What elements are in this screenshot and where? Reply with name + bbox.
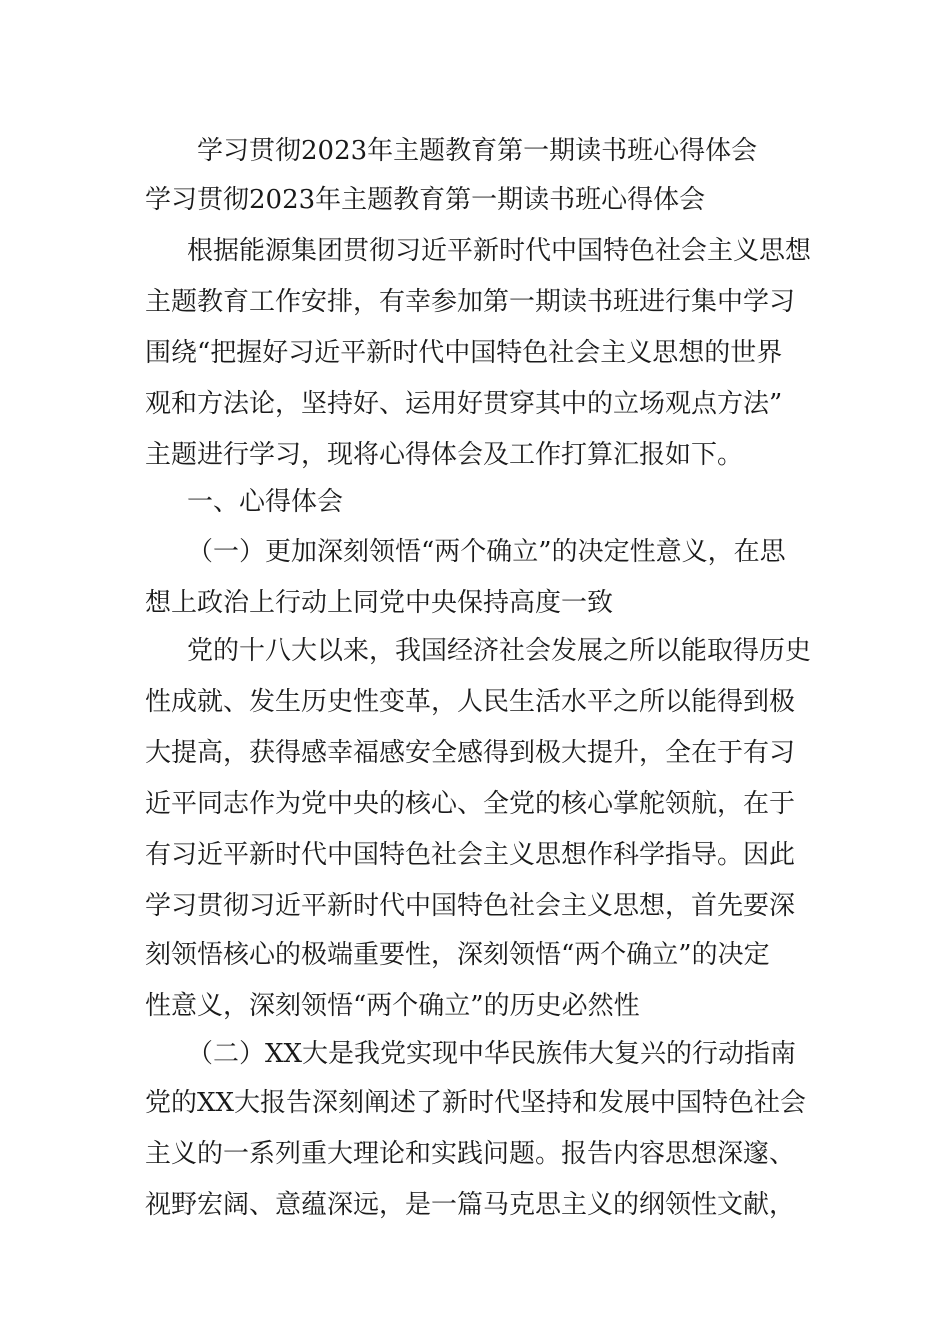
paragraph-line: 主题进行学习，现将心得体会及工作打算汇报如下。 bbox=[145, 440, 744, 470]
subsection-heading: 想上政治上行动上同党中央保持高度一致 bbox=[145, 588, 614, 618]
paragraph-line: 视野宏阔、意蕴深远，是一篇马克思主义的纲领性文献， bbox=[145, 1190, 796, 1220]
section-heading: 一、心得体会 bbox=[187, 487, 344, 517]
paragraph-line: 性意义，深刻领悟“两个确立”的历史必然性 bbox=[145, 991, 640, 1021]
paragraph-line: 学习贯彻习近平新时代中国特色社会主义思想，首先要深 bbox=[145, 891, 796, 921]
paragraph-line: 刻领悟核心的极端重要性，深刻领悟“两个确立”的决定 bbox=[145, 940, 770, 970]
paragraph-line: 根据能源集团贯彻习近平新时代中国特色社会主义思想 bbox=[187, 236, 812, 266]
document-title: 学习贯彻2023年主题教育第一期读书班心得体会 bbox=[197, 136, 758, 166]
paragraph-line: 大提高，获得感幸福感安全感得到极大提升，全在于有习 bbox=[145, 738, 796, 768]
subsection-heading: （二）XX大是我党实现中华民族伟大复兴的行动指南 bbox=[187, 1039, 797, 1069]
paragraph-line: 围绕“把握好习近平新时代中国特色社会主义思想的世界 bbox=[145, 338, 783, 368]
paragraph-line: 观和方法论，坚持好、运用好贯穿其中的立场观点方法” bbox=[145, 389, 783, 419]
paragraph-line: 主义的一系列重大理论和实践问题。报告内容思想深邃、 bbox=[145, 1139, 796, 1169]
paragraph-line: 近平同志作为党中央的核心、全党的核心掌舵领航，在于 bbox=[145, 789, 796, 819]
paragraph-line: 党的XX大报告深刻阐述了新时代坚持和发展中国特色社会 bbox=[145, 1088, 807, 1118]
document-subtitle: 学习贯彻2023年主题教育第一期读书班心得体会 bbox=[145, 185, 706, 215]
paragraph-line: 主题教育工作安排，有幸参加第一期读书班进行集中学习 bbox=[145, 287, 796, 317]
paragraph-line: 性成就、发生历史性变革，人民生活水平之所以能得到极 bbox=[145, 687, 796, 717]
paragraph-line: 有习近平新时代中国特色社会主义思想作科学指导。因此 bbox=[145, 840, 796, 870]
paragraph-line: 党的十八大以来，我国经济社会发展之所以能取得历史 bbox=[187, 636, 812, 666]
subsection-heading: （一）更加深刻领悟“两个确立”的决定性意义，在思 bbox=[187, 537, 786, 567]
